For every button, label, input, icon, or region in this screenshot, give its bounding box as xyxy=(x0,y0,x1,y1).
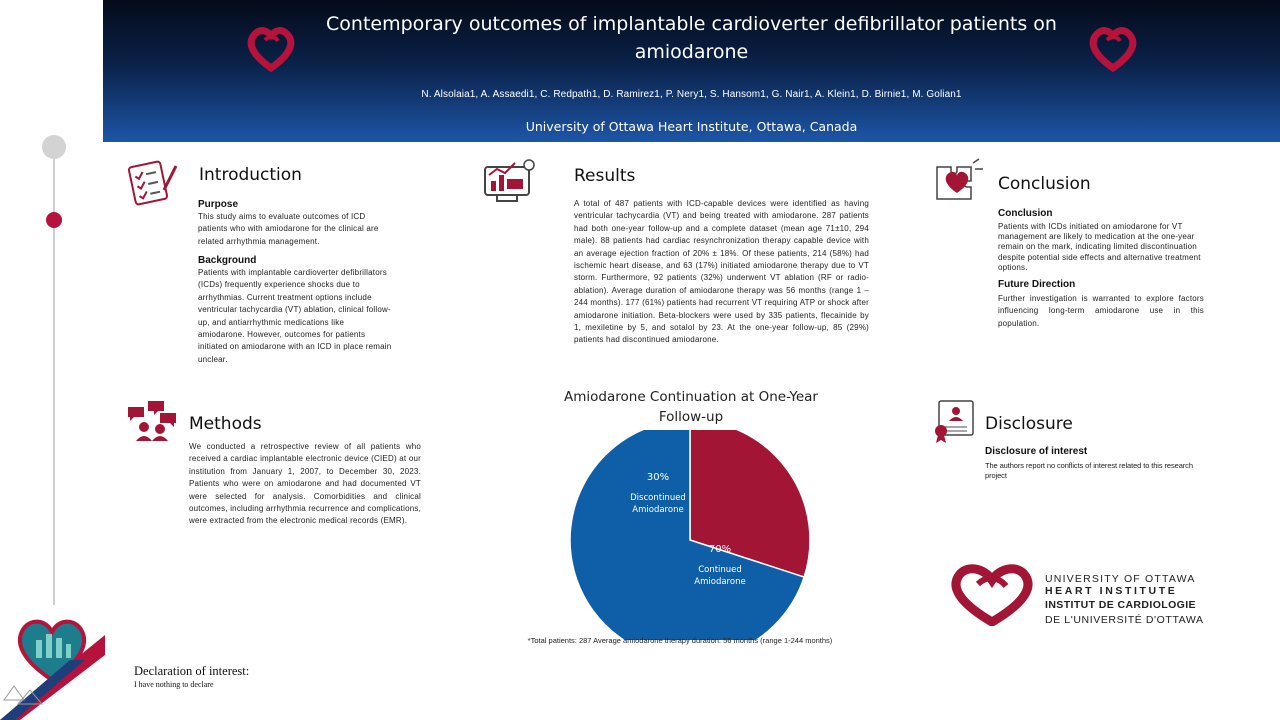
analytics-icon xyxy=(481,157,537,203)
conclusion-heading: Conclusion xyxy=(998,174,1091,194)
timeline-dot xyxy=(42,135,66,159)
author-list: N. Alsolaia1, A. Assaedi1, C. Redpath1, D. Ramirez1, P. Nery1, S. Hansom1, G. Nair1, A. Klein1, D. Birnie1, M. Golian1 xyxy=(421,89,962,100)
disclosure-label: Disclosure of interest xyxy=(985,446,1088,457)
institution-line-1: UNIVERSITY OF OTTAWA xyxy=(1045,573,1196,585)
background-label: Background xyxy=(198,255,257,266)
uohi-heart-logo-icon xyxy=(948,562,1036,626)
pie-slice-label: Discontinued xyxy=(630,493,686,503)
methods-heading: Methods xyxy=(189,414,262,434)
chart-title: Amiodarone Continuation at One-Year Follow-up xyxy=(564,389,818,425)
institution-line-3: INSTITUT DE CARDIOLOGIE xyxy=(1045,599,1196,611)
purpose-label: Purpose xyxy=(198,199,239,210)
conclusion-text: Patients with ICDs initiated on amiodarone for VT management are likely to medication at the one-year remain on the mark, indicating limited discontinuation despite potential side effects and alternative treatment options. xyxy=(998,222,1201,272)
chart-footnote: *Total patients: 287 Average amiodarone therapy duration: 56 months (range 1-244 months) xyxy=(527,636,833,645)
pie-chart xyxy=(560,430,820,640)
purpose-text: This study aims to evaluate outcomes of ICD patients who with amiodarone for the clinical are related arrhythmia management. xyxy=(198,212,379,246)
pie-slice-percent: 30% xyxy=(646,472,670,483)
institution-line-4: DE L'UNIVERSITÉ D'OTTAWA xyxy=(1045,613,1204,626)
affiliation: University of Ottawa Heart Institute, Ottawa, Canada xyxy=(525,119,858,134)
institution-name xyxy=(1045,574,1245,626)
declaration-text: I have nothing to declare xyxy=(134,680,214,689)
heart-city-decoration-icon xyxy=(0,600,105,720)
introduction-heading: Introduction xyxy=(199,165,302,185)
future-direction-label: Future Direction xyxy=(998,279,1076,290)
certificate-icon xyxy=(929,397,985,443)
methods-text: We conducted a retrospective review of all patients who received a cardiac implantable electronic device (CIED) at our institution from January 1, 2007, to December 30, 2023. Patients who were on amiodarone and had documented VT were selected for analysis. Comorbidities and clinical outcomes, including arrhythmia recurrence and complications, were extracted from the electronic medical records (EMR). xyxy=(189,442,421,526)
pie-slice-label: Continued xyxy=(698,565,742,575)
checklist-icon xyxy=(124,160,180,206)
results-text: A total of 487 patients with ICD-capable devices were identified as having ventricular tachycardia (VT) and being treated with amiodarone. 287 patients had both one-year follow-up and a complete dataset (mean age 71±10, 294 male). 88 patients had cardiac resynchronization therapy capable device with an average ejection fraction of 20% ± 18%. Of these patients, 214 (58%) had ischemic heart disease, and 63 (17%) initiated amiodarone therapy due to VT storm. Furthermore, 92 patients (32%) underwent VT ablation (RF or radio-ablation). Average duration of amiodarone therapy was 56 months (range 1 – 244 months). 177 (61%) patients had recurrent VT requiring ATP or shock after amiodarone initiation. Beta-blockers were used by 335 patients, flecainide by 1, mexiletine by 5, and sotalol by 23. At the one-year follow-up, 85 (29%) patients had discontinued amiodarone. xyxy=(574,199,869,345)
results-heading: Results xyxy=(574,166,636,186)
poster-header xyxy=(103,0,1280,142)
declaration-title: Declaration of interest: xyxy=(134,664,250,678)
background-text: Patients with implantable cardioverter defibrillators (ICDs) frequently experience shocks due to arrhythmias. Current treatment options include ventricular tachycardia (VT) ablation, clinical follow-up, and antiarrhythmic medications like amiodarone. However, outcomes for patients initiated on amiodarone with an ICD in place remain unclear. xyxy=(198,268,392,364)
poster-title: Contemporary outcomes of implantable cardioverter defibrillator patients on amiodarone xyxy=(326,13,1057,63)
heart-logo-icon xyxy=(1087,24,1139,72)
disclosure-text: The authors report no conflicts of interest related to this research project xyxy=(985,461,1193,480)
timeline-dot-active xyxy=(46,212,62,228)
pie-slice-label: Amiodarone xyxy=(694,577,746,587)
future-direction-text: Further investigation is warranted to explore factors influencing long-term amiodarone use in this population. xyxy=(998,294,1204,328)
heart-logo-icon xyxy=(245,24,297,72)
discussion-icon xyxy=(124,397,180,443)
disclosure-heading: Disclosure xyxy=(985,414,1073,434)
conclusion-label: Conclusion xyxy=(998,208,1053,219)
puzzle-heart-icon xyxy=(929,157,985,203)
institution-line-2: HEART INSTITUTE xyxy=(1045,584,1178,597)
pie-slice-percent: 70% xyxy=(708,544,732,555)
pie-slice-label: Amiodarone xyxy=(632,505,684,515)
